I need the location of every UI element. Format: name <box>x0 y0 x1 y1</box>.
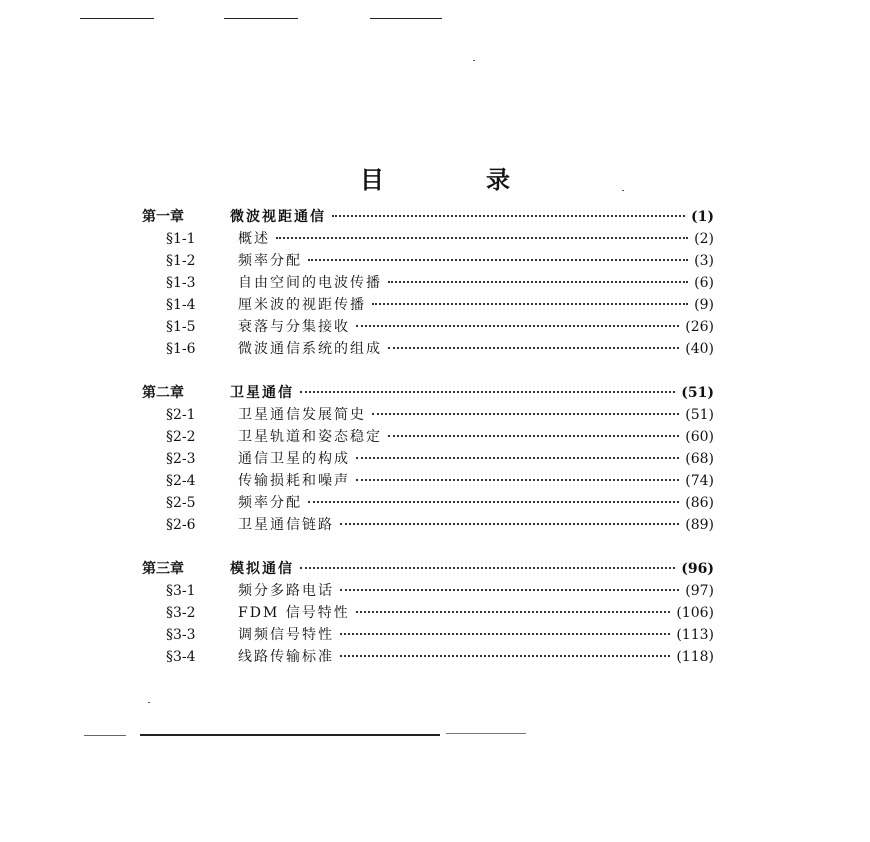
section-number: §1-3 <box>166 275 196 291</box>
page-number: (118) <box>676 649 714 665</box>
dot-leader <box>356 457 679 459</box>
section-number: §1-5 <box>166 319 196 335</box>
chapter-spacer <box>142 536 714 558</box>
dot-leader <box>332 215 685 217</box>
section-title: FDM 信号特性 <box>238 605 350 621</box>
toc-section-1-5[interactable] <box>142 316 714 338</box>
toc-section-1-1[interactable] <box>142 228 714 250</box>
toc-section-2-6[interactable] <box>142 514 714 536</box>
chapter-spacer <box>142 360 714 382</box>
section-title: 概述 <box>238 231 270 247</box>
page-number: (40) <box>685 341 714 357</box>
scan-speck <box>622 190 624 191</box>
page-number: (51) <box>685 407 714 423</box>
dot-leader <box>388 347 679 349</box>
scan-speck <box>473 60 475 61</box>
toc-section-2-2[interactable] <box>142 426 714 448</box>
section-number: §2-6 <box>166 517 196 533</box>
chapter-number: 第三章 <box>142 561 184 577</box>
page-number: (89) <box>685 517 714 533</box>
section-title: 卫星轨道和姿态稳定 <box>238 429 382 445</box>
section-number: §3-3 <box>166 627 196 643</box>
dot-leader <box>340 523 679 525</box>
toc-section-3-1[interactable] <box>142 580 714 602</box>
toc-section-2-3[interactable] <box>142 448 714 470</box>
page-number: (68) <box>685 451 714 467</box>
top-rule-2 <box>224 18 298 19</box>
toc-section-3-2[interactable] <box>142 602 714 624</box>
dot-leader <box>372 303 688 305</box>
page-number: (6) <box>694 275 714 291</box>
page-number: (2) <box>694 231 714 247</box>
page-number: (74) <box>685 473 714 489</box>
toc-section-1-3[interactable] <box>142 272 714 294</box>
toc-section-3-4[interactable] <box>142 646 714 668</box>
section-title: 频分多路电话 <box>238 583 334 599</box>
chapter-number: 第二章 <box>142 385 184 401</box>
section-number: §3-4 <box>166 649 196 665</box>
section-number: §2-2 <box>166 429 196 445</box>
dot-leader <box>356 479 679 481</box>
dot-leader <box>388 281 688 283</box>
section-number: §2-1 <box>166 407 196 423</box>
dot-leader <box>308 501 679 503</box>
scan-speck <box>148 702 150 703</box>
chapter-number: 第一章 <box>142 209 184 225</box>
section-title: 通信卫星的构成 <box>238 451 350 467</box>
section-number: §2-3 <box>166 451 196 467</box>
toc-chapter-1[interactable] <box>142 206 714 228</box>
toc-section-2-1[interactable] <box>142 404 714 426</box>
toc-section-1-4[interactable] <box>142 294 714 316</box>
section-number: §1-6 <box>166 341 196 357</box>
top-rule-1 <box>80 18 154 19</box>
dot-leader <box>340 633 670 635</box>
section-title: 微波通信系统的组成 <box>238 341 382 357</box>
page-number: (106) <box>676 605 714 621</box>
page-number: (51) <box>681 385 714 401</box>
dot-leader <box>340 589 679 591</box>
dot-leader <box>356 611 671 613</box>
toc-section-3-3[interactable] <box>142 624 714 646</box>
section-title: 卫星通信发展简史 <box>238 407 366 423</box>
chapter-title: 微波视距通信 <box>230 209 326 225</box>
section-title: 卫星通信链路 <box>238 517 334 533</box>
page-title-char-2: 录 <box>486 166 510 194</box>
section-number: §3-1 <box>166 583 196 599</box>
page-number: (97) <box>685 583 714 599</box>
section-title: 厘米波的视距传播 <box>238 297 366 313</box>
section-number: §1-1 <box>166 231 196 247</box>
dot-leader <box>300 391 675 393</box>
toc-section-2-4[interactable] <box>142 470 714 492</box>
toc-chapter-3[interactable] <box>142 558 714 580</box>
section-title: 频率分配 <box>238 495 302 511</box>
toc-section-1-2[interactable] <box>142 250 714 272</box>
page-number: (86) <box>685 495 714 511</box>
table-of-contents <box>142 206 714 668</box>
toc-section-2-5[interactable] <box>142 492 714 514</box>
section-number: §1-2 <box>166 253 196 269</box>
dot-leader <box>276 237 688 239</box>
toc-section-1-6[interactable] <box>142 338 714 360</box>
page-number: (3) <box>694 253 714 269</box>
bottom-rule-left-fragment <box>84 735 126 736</box>
section-number: §1-4 <box>166 297 196 313</box>
toc-chapter-2[interactable] <box>142 382 714 404</box>
bottom-rule <box>140 734 440 736</box>
dot-leader <box>356 325 679 327</box>
dot-leader <box>340 655 670 657</box>
page-number: (96) <box>681 561 714 577</box>
dot-leader <box>372 413 679 415</box>
section-number: §3-2 <box>166 605 196 621</box>
section-number: §2-5 <box>166 495 196 511</box>
dot-leader <box>308 259 688 261</box>
section-title: 线路传输标准 <box>238 649 334 665</box>
section-title: 传输损耗和噪声 <box>238 473 350 489</box>
page-number: (113) <box>676 627 714 643</box>
page-title-char-1: 目 <box>360 166 384 194</box>
bottom-rule-right-fragment <box>446 733 526 734</box>
chapter-title: 卫星通信 <box>230 385 294 401</box>
page-number: (9) <box>694 297 714 313</box>
section-title: 衰落与分集接收 <box>238 319 350 335</box>
dot-leader <box>300 567 675 569</box>
section-title: 频率分配 <box>238 253 302 269</box>
section-title: 自由空间的电波传播 <box>238 275 382 291</box>
page-number: (1) <box>691 209 714 225</box>
page-number: (26) <box>685 319 714 335</box>
section-title: 调频信号特性 <box>238 627 334 643</box>
section-number: §2-4 <box>166 473 196 489</box>
dot-leader <box>388 435 679 437</box>
chapter-title: 模拟通信 <box>230 561 294 577</box>
page-number: (60) <box>685 429 714 445</box>
top-rule-3 <box>370 18 442 19</box>
page-title <box>360 160 510 195</box>
